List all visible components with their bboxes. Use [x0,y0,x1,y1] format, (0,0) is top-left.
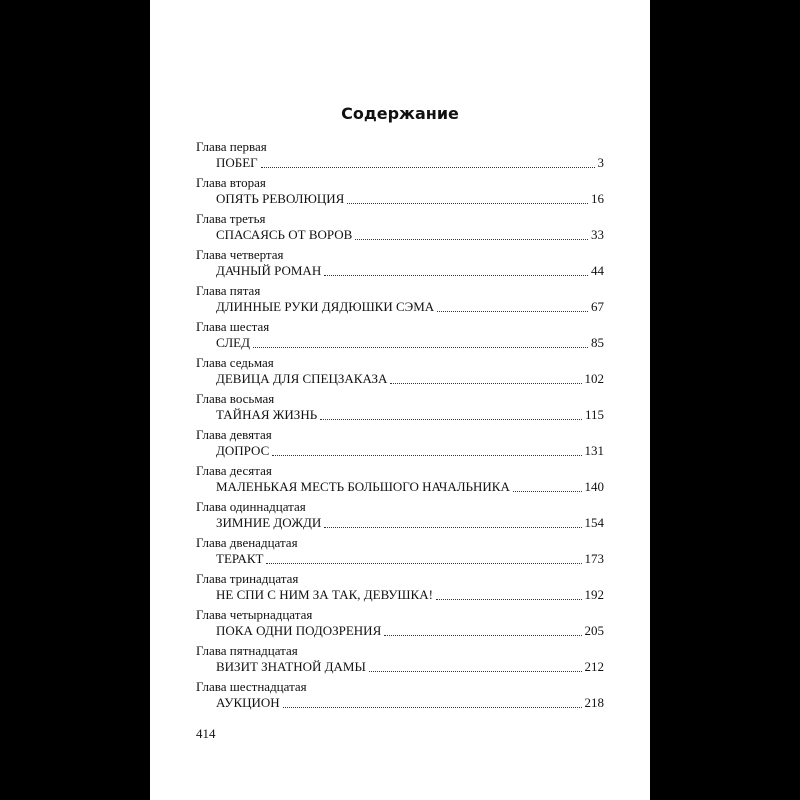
dot-leader [272,454,581,456]
chapter-label: Глава одиннадцатая [196,499,306,514]
chapter-line [216,515,604,531]
toc-entry [196,355,604,391]
toc-entry [196,499,604,535]
chapter-page-number: 140 [584,479,604,494]
toc-entry [196,643,604,679]
chapter-line [216,299,604,315]
dot-leader [437,310,588,312]
dot-leader [283,706,582,708]
chapter-label: Глава тринадцатая [196,571,299,586]
toc-entry [196,283,604,319]
chapter-line [216,695,604,711]
chapter-page-number: 192 [584,587,604,602]
chapter-line [216,263,604,279]
chapter-line [216,551,604,567]
chapter-title: ДЛИННЫЕ РУКИ ДЯДЮШКИ СЭМА [216,299,435,314]
chapter-page-number: 115 [584,407,604,422]
chapter-label: Глава третья [196,211,266,226]
chapter-page-number: 173 [584,551,604,566]
chapter-title: ДАЧНЫЙ РОМАН [216,263,322,278]
chapter-page-number: 44 [591,263,604,278]
chapter-label: Глава восьмая [196,391,275,406]
chapter-line [216,479,604,495]
chapter-title: ТЕРАКТ [216,551,264,566]
chapter-page-number: 131 [584,443,604,458]
chapter-label: Глава десятая [196,463,272,478]
chapter-title: ВИЗИТ ЗНАТНОЙ ДАМЫ [216,659,366,674]
book-page [150,0,650,800]
dot-leader [384,634,581,636]
chapter-title: ДЕВИЦА ДЛЯ СПЕЦЗАКАЗА [216,371,388,386]
chapter-label: Глава четвертая [196,247,284,262]
toc-entry [196,139,604,175]
chapter-line [216,623,604,639]
chapter-page-number: 154 [584,515,604,530]
chapter-line [216,371,604,387]
toc-entry [196,571,604,607]
chapter-page-number: 102 [584,371,604,386]
toc-entry [196,211,604,247]
chapter-label: Глава девятая [196,427,272,442]
dot-leader [355,238,588,240]
toc-entry [196,247,604,283]
toc-entry [196,319,604,355]
toc-entry [196,679,604,715]
toc-entry [196,607,604,643]
dot-leader [369,670,582,672]
chapter-line [216,407,604,423]
dot-leader [436,598,582,600]
chapter-label: Глава четырнадцатая [196,607,313,622]
toc-entry [196,175,604,211]
toc-entry [196,463,604,499]
chapter-title: ЗИМНИЕ ДОЖДИ [216,515,322,530]
chapter-title: СПАСАЯСЬ ОТ ВОРОВ [216,227,353,242]
right-black-border [650,0,800,800]
chapter-label: Глава двенадцатая [196,535,298,550]
chapter-title: ОПЯТЬ РЕВОЛЮЦИЯ [216,191,345,206]
chapter-page-number: 218 [584,695,604,710]
chapter-page-number: 67 [591,299,604,314]
dot-leader [320,418,582,420]
dot-leader [513,490,582,492]
chapter-line [216,659,604,675]
left-black-border [0,0,150,800]
toc-entry [196,391,604,427]
chapter-page-number: 85 [591,335,604,350]
chapter-label: Глава первая [196,139,267,154]
dot-leader [390,382,581,384]
chapter-page-number: 33 [591,227,604,242]
chapter-title: НЕ СПИ С НИМ ЗА ТАК, ДЕВУШКА! [216,587,433,602]
table-of-contents [196,139,604,715]
page-number: 414 [196,726,216,741]
dot-leader [261,166,595,168]
dot-leader [324,274,588,276]
chapter-page-number: 212 [584,659,604,674]
chapter-page-number: 205 [584,623,604,638]
chapter-label: Глава шестая [196,319,270,334]
chapter-line [216,335,604,351]
chapter-line [216,155,604,171]
chapter-line [216,191,604,207]
chapter-page-number: 3 [597,155,604,170]
chapter-title: ПОБЕГ [216,155,258,170]
toc-entry [196,427,604,463]
dot-leader [347,202,588,204]
chapter-label: Глава пятая [196,283,261,298]
chapter-title: МАЛЕНЬКАЯ МЕСТЬ БОЛЬШОГО НАЧАЛЬНИКА [216,479,510,494]
chapter-page-number: 16 [591,191,604,206]
chapter-line [216,227,604,243]
chapter-label: Глава пятнадцатая [196,643,298,658]
chapter-title: ПОКА ОДНИ ПОДОЗРЕНИЯ [216,623,382,638]
chapter-title: ДОПРОС [216,443,270,458]
dot-leader [266,562,581,564]
chapter-title: ТАЙНАЯ ЖИЗНЬ [216,407,318,422]
dot-leader [253,346,588,348]
chapter-line [216,443,604,459]
dot-leader [324,526,581,528]
page-title: Содержание [341,104,459,123]
chapter-label: Глава вторая [196,175,266,190]
chapter-title: АУКЦИОН [216,695,280,710]
chapter-line [216,587,604,603]
chapter-label: Глава седьмая [196,355,274,370]
chapter-label: Глава шестнадцатая [196,679,307,694]
toc-entry [196,535,604,571]
chapter-title: СЛЕД [216,335,250,350]
